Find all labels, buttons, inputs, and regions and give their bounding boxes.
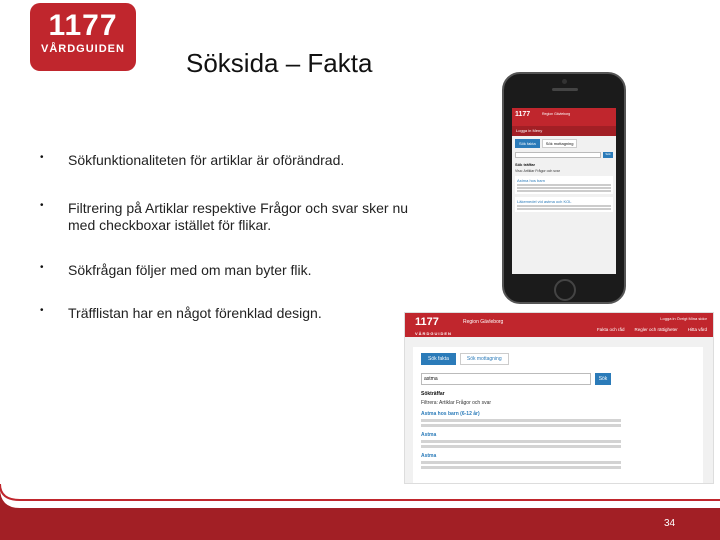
page-number: 34 xyxy=(664,518,676,529)
mobile-hit-title[interactable]: Läkemedel vid astma och KOL xyxy=(517,199,572,204)
desktop-logo-sub: VÅRDGUIDEN xyxy=(415,331,452,336)
mobile-menu[interactable]: Logga in Meny xyxy=(512,126,616,136)
desktop-region[interactable]: Region Gävleborg xyxy=(463,319,504,325)
nav-item[interactable]: Fakta och råd xyxy=(596,327,625,332)
mobile-tabs xyxy=(515,139,613,148)
mobile-filter[interactable]: Visa: Artiklar Frågor och svar xyxy=(515,169,560,173)
desktop-header xyxy=(405,313,713,337)
desktop-filter[interactable]: Filtrera: Artiklar Frågor och svar xyxy=(421,400,492,406)
text-line xyxy=(517,184,611,186)
footer-band xyxy=(0,480,720,540)
desktop-tab-search-clinic[interactable]: Sök mottagning xyxy=(460,353,509,365)
mobile-logo: 1177 xyxy=(515,111,531,118)
mobile-header xyxy=(512,108,616,126)
desktop-results-label: Sökträffar xyxy=(421,391,445,397)
mobile-screen xyxy=(512,108,616,274)
logo-text: VÅRDGUIDEN xyxy=(41,43,125,55)
desktop-search xyxy=(421,373,695,385)
bullet-dot: • xyxy=(40,152,44,163)
list-item[interactable] xyxy=(421,411,695,427)
bullet-text: Sökfrågan följer med om man byter flik. xyxy=(68,262,312,278)
bullet-dot: • xyxy=(40,262,44,273)
mobile-results-label: Sök träffar xyxy=(515,162,536,167)
mobile-search xyxy=(515,152,613,158)
desktop-tab-search-facts[interactable]: Sök fakta xyxy=(421,353,456,365)
text-line xyxy=(421,419,621,422)
mobile-hit-title[interactable]: Astma hos barn xyxy=(517,178,546,183)
text-line xyxy=(517,187,611,189)
bullet-text: Filtrering på Artiklar respektive Frågor och svar sker nu med checkboxar istället för flikar. xyxy=(68,200,409,233)
list-item[interactable] xyxy=(515,176,613,194)
mobile-region: Region Gävleborg xyxy=(542,112,571,116)
desktop-nav xyxy=(597,327,707,332)
desktop-hit-title[interactable]: Astma hos barn (6-12 år) xyxy=(421,411,480,417)
desktop-search-button[interactable]: Sök xyxy=(595,373,611,385)
bullet-text: Sökfunktionaliteten för artiklar är oförändrad. xyxy=(68,152,345,168)
desktop-logo xyxy=(415,317,452,339)
nav-item[interactable]: Regler och rättigheter xyxy=(634,327,678,332)
text-line xyxy=(421,424,621,427)
text-line xyxy=(421,445,621,448)
text-line xyxy=(517,190,611,192)
desktop-search-input[interactable]: astma xyxy=(421,373,591,385)
home-button xyxy=(554,279,576,301)
desktop-hit-title[interactable]: Astma xyxy=(421,453,437,459)
text-line xyxy=(421,440,621,443)
slide-title: Söksida – Fakta xyxy=(186,48,373,78)
desktop-hit-title[interactable]: Astma xyxy=(421,432,437,438)
bullet-dot: • xyxy=(40,200,44,211)
text-line xyxy=(421,461,621,464)
bullet-dot: • xyxy=(40,305,44,316)
camera-icon xyxy=(562,79,567,84)
text-line xyxy=(421,466,621,469)
list-item[interactable] xyxy=(515,197,613,212)
desktop-body xyxy=(413,347,703,483)
footer-shape xyxy=(0,488,720,540)
text-line xyxy=(517,208,611,210)
mobile-phone-mockup xyxy=(502,72,626,304)
bullet-text: Träfflistan har en något förenklad design. xyxy=(68,305,322,321)
mobile-search-input[interactable] xyxy=(515,152,601,158)
mobile-search-button[interactable]: Sök xyxy=(603,152,613,158)
list-item[interactable] xyxy=(421,432,695,448)
desktop-top-links[interactable]: Logga in Övrigt Mina sidor xyxy=(660,316,707,321)
mobile-tab-search-clinic[interactable]: Sök mottagning xyxy=(542,139,578,148)
desktop-logo-number: 1177 xyxy=(415,316,439,328)
mobile-body xyxy=(512,136,616,274)
footer-line xyxy=(0,484,720,500)
speaker-grille xyxy=(552,88,578,91)
mobile-tab-search-facts[interactable]: Sök fakta xyxy=(515,139,540,148)
desktop-screenshot xyxy=(404,312,714,484)
list-item[interactable] xyxy=(421,453,695,469)
logo-number: 1177 xyxy=(48,9,118,42)
brand-logo xyxy=(30,3,136,71)
desktop-tabs xyxy=(421,353,695,365)
nav-item[interactable]: Hitta vård xyxy=(687,327,707,332)
text-line xyxy=(517,205,611,207)
